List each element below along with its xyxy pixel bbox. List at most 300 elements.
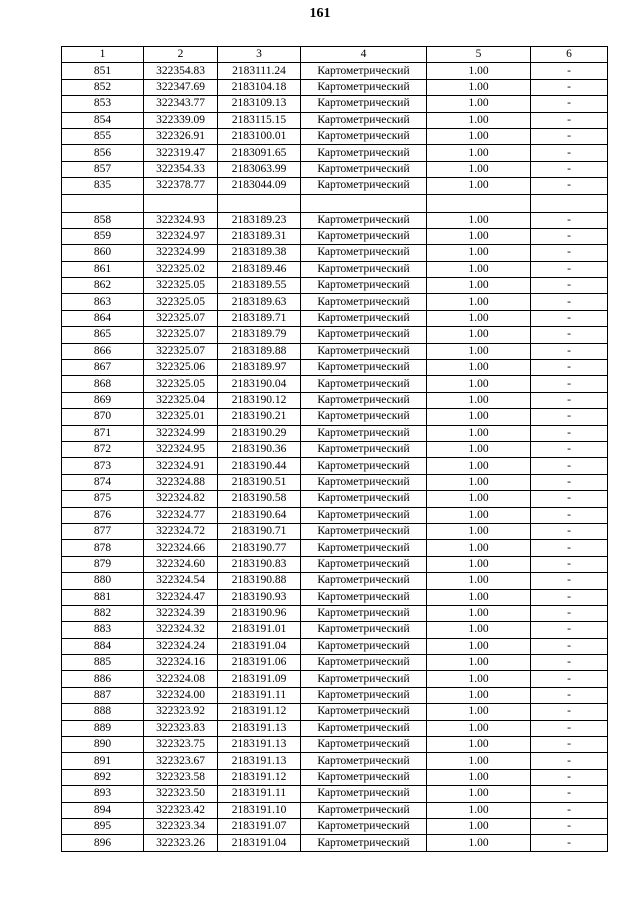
- accuracy-cell: 1.00: [427, 491, 531, 507]
- method-cell: Картометрический: [301, 409, 427, 425]
- point-number-cell: 871: [62, 425, 144, 441]
- table-row: [62, 556, 608, 572]
- x-coordinate-cell: 322319.47: [144, 145, 218, 161]
- point-number-cell: 861: [62, 261, 144, 277]
- method-cell: Картометрический: [301, 556, 427, 572]
- y-coordinate-cell: 2183191.12: [218, 704, 301, 720]
- note-cell: -: [531, 376, 608, 392]
- y-coordinate-cell: 2183191.01: [218, 622, 301, 638]
- table-row: [62, 441, 608, 457]
- y-coordinate-cell: 2183190.51: [218, 474, 301, 490]
- table-row: [62, 245, 608, 261]
- table-row: [62, 786, 608, 802]
- method-cell: Картометрический: [301, 79, 427, 95]
- y-coordinate-cell: 2183190.36: [218, 441, 301, 457]
- note-cell: -: [531, 540, 608, 556]
- table-row: [62, 278, 608, 294]
- point-number-cell: 892: [62, 769, 144, 785]
- y-coordinate-cell: 2183190.71: [218, 523, 301, 539]
- note-cell: -: [531, 161, 608, 177]
- y-coordinate-cell: 2183063.99: [218, 161, 301, 177]
- point-number-cell: 882: [62, 605, 144, 621]
- point-number-cell: 885: [62, 655, 144, 671]
- table-row: [62, 228, 608, 244]
- accuracy-cell: 1.00: [427, 441, 531, 457]
- point-number-cell: 873: [62, 458, 144, 474]
- accuracy-cell: 1.00: [427, 622, 531, 638]
- x-coordinate-cell: 322343.77: [144, 96, 218, 112]
- point-number-cell: 894: [62, 802, 144, 818]
- note-cell: -: [531, 737, 608, 753]
- accuracy-cell: 1.00: [427, 212, 531, 228]
- accuracy-cell: 1.00: [427, 327, 531, 343]
- accuracy-cell: 1.00: [427, 112, 531, 128]
- method-cell: Картометрический: [301, 720, 427, 736]
- method-cell: Картометрический: [301, 523, 427, 539]
- accuracy-cell: 1.00: [427, 145, 531, 161]
- y-coordinate-cell: 2183189.31: [218, 228, 301, 244]
- method-cell: Картометрический: [301, 507, 427, 523]
- x-coordinate-cell: 322323.42: [144, 802, 218, 818]
- x-coordinate-cell: 322323.67: [144, 753, 218, 769]
- y-coordinate-cell: 2183190.77: [218, 540, 301, 556]
- method-cell: Картометрический: [301, 655, 427, 671]
- x-coordinate-cell: 322325.01: [144, 409, 218, 425]
- x-coordinate-cell: 322325.02: [144, 261, 218, 277]
- accuracy-cell: 1.00: [427, 655, 531, 671]
- y-coordinate-cell: 2183189.88: [218, 343, 301, 359]
- table-row: [62, 261, 608, 277]
- note-cell: -: [531, 458, 608, 474]
- note-cell: [531, 194, 608, 212]
- y-coordinate-cell: 2183189.97: [218, 360, 301, 376]
- x-coordinate-cell: 322324.00: [144, 687, 218, 703]
- table-row: [62, 458, 608, 474]
- accuracy-cell: 1.00: [427, 835, 531, 851]
- table-separator-row: [62, 194, 608, 212]
- note-cell: -: [531, 96, 608, 112]
- y-coordinate-cell: 2183190.88: [218, 573, 301, 589]
- x-coordinate-cell: 322324.16: [144, 655, 218, 671]
- point-number-cell: 874: [62, 474, 144, 490]
- note-cell: -: [531, 425, 608, 441]
- note-cell: -: [531, 261, 608, 277]
- table-row: [62, 392, 608, 408]
- accuracy-cell: 1.00: [427, 753, 531, 769]
- x-coordinate-cell: 322324.54: [144, 573, 218, 589]
- coordinates-table: [61, 46, 608, 852]
- x-coordinate-cell: 322324.66: [144, 540, 218, 556]
- x-coordinate-cell: 322325.05: [144, 278, 218, 294]
- table-row: [62, 507, 608, 523]
- x-coordinate-cell: 322323.83: [144, 720, 218, 736]
- point-number-cell: 867: [62, 360, 144, 376]
- table-row: [62, 802, 608, 818]
- table-row: [62, 638, 608, 654]
- note-cell: -: [531, 671, 608, 687]
- accuracy-cell: [427, 194, 531, 212]
- y-coordinate-cell: 2183191.13: [218, 720, 301, 736]
- method-cell: [301, 194, 427, 212]
- x-coordinate-cell: 322325.05: [144, 376, 218, 392]
- method-cell: Картометрический: [301, 212, 427, 228]
- y-coordinate-cell: 2183104.18: [218, 79, 301, 95]
- accuracy-cell: 1.00: [427, 687, 531, 703]
- point-number-cell: 877: [62, 523, 144, 539]
- y-coordinate-cell: 2183115.15: [218, 112, 301, 128]
- table-row: [62, 622, 608, 638]
- table-row: [62, 360, 608, 376]
- x-coordinate-cell: 322347.69: [144, 79, 218, 95]
- note-cell: -: [531, 310, 608, 326]
- method-cell: Картометрический: [301, 178, 427, 194]
- point-number-cell: 883: [62, 622, 144, 638]
- method-cell: Картометрический: [301, 835, 427, 851]
- method-cell: Картометрический: [301, 474, 427, 490]
- accuracy-cell: 1.00: [427, 409, 531, 425]
- table-row: [62, 671, 608, 687]
- x-coordinate-cell: 322325.05: [144, 294, 218, 310]
- method-cell: Картометрический: [301, 737, 427, 753]
- y-coordinate-cell: 2183091.65: [218, 145, 301, 161]
- note-cell: -: [531, 704, 608, 720]
- point-number-cell: 862: [62, 278, 144, 294]
- y-coordinate-cell: 2183190.83: [218, 556, 301, 572]
- point-number-cell: 872: [62, 441, 144, 457]
- method-cell: Картометрический: [301, 161, 427, 177]
- table-row: [62, 523, 608, 539]
- y-coordinate-cell: 2183100.01: [218, 128, 301, 144]
- y-coordinate-cell: 2183190.04: [218, 376, 301, 392]
- table-row: [62, 212, 608, 228]
- y-coordinate-cell: 2183191.07: [218, 818, 301, 834]
- x-coordinate-cell: 322323.34: [144, 818, 218, 834]
- note-cell: -: [531, 178, 608, 194]
- y-coordinate-cell: 2183191.04: [218, 638, 301, 654]
- method-cell: Картометрический: [301, 278, 427, 294]
- method-cell: Картометрический: [301, 327, 427, 343]
- point-number-cell: 853: [62, 96, 144, 112]
- method-cell: Картометрический: [301, 589, 427, 605]
- method-cell: Картометрический: [301, 818, 427, 834]
- y-coordinate-cell: 2183189.55: [218, 278, 301, 294]
- point-number-cell: 893: [62, 786, 144, 802]
- table-row: [62, 425, 608, 441]
- table-row: [62, 343, 608, 359]
- table-row: [62, 112, 608, 128]
- x-coordinate-cell: 322324.91: [144, 458, 218, 474]
- note-cell: -: [531, 63, 608, 79]
- x-coordinate-cell: 322325.07: [144, 310, 218, 326]
- accuracy-cell: 1.00: [427, 474, 531, 490]
- note-cell: -: [531, 145, 608, 161]
- y-coordinate-cell: 2183189.38: [218, 245, 301, 261]
- y-coordinate-cell: 2183191.13: [218, 753, 301, 769]
- method-cell: Картометрический: [301, 376, 427, 392]
- column-header: 4: [301, 47, 427, 63]
- accuracy-cell: 1.00: [427, 818, 531, 834]
- table-row: [62, 720, 608, 736]
- note-cell: -: [531, 409, 608, 425]
- y-coordinate-cell: 2183109.13: [218, 96, 301, 112]
- x-coordinate-cell: 322324.08: [144, 671, 218, 687]
- note-cell: -: [531, 112, 608, 128]
- y-coordinate-cell: 2183191.12: [218, 769, 301, 785]
- y-coordinate-cell: 2183190.12: [218, 392, 301, 408]
- note-cell: -: [531, 392, 608, 408]
- accuracy-cell: 1.00: [427, 671, 531, 687]
- accuracy-cell: 1.00: [427, 425, 531, 441]
- note-cell: -: [531, 327, 608, 343]
- accuracy-cell: 1.00: [427, 802, 531, 818]
- y-coordinate-cell: 2183189.71: [218, 310, 301, 326]
- point-number-cell: 866: [62, 343, 144, 359]
- accuracy-cell: 1.00: [427, 523, 531, 539]
- y-coordinate-cell: 2183190.29: [218, 425, 301, 441]
- method-cell: Картометрический: [301, 622, 427, 638]
- table-row: [62, 63, 608, 79]
- method-cell: Картометрический: [301, 425, 427, 441]
- page-number: 161: [309, 6, 331, 21]
- accuracy-cell: 1.00: [427, 589, 531, 605]
- point-number-cell: 886: [62, 671, 144, 687]
- x-coordinate-cell: 322354.33: [144, 161, 218, 177]
- note-cell: -: [531, 720, 608, 736]
- y-coordinate-cell: 2183191.04: [218, 835, 301, 851]
- method-cell: Картометрический: [301, 753, 427, 769]
- note-cell: -: [531, 79, 608, 95]
- accuracy-cell: 1.00: [427, 638, 531, 654]
- point-number-cell: 880: [62, 573, 144, 589]
- point-number-cell: 888: [62, 704, 144, 720]
- x-coordinate-cell: 322324.99: [144, 425, 218, 441]
- method-cell: Картометрический: [301, 128, 427, 144]
- method-cell: Картометрический: [301, 145, 427, 161]
- accuracy-cell: 1.00: [427, 178, 531, 194]
- point-number-cell: 851: [62, 63, 144, 79]
- y-coordinate-cell: 2183191.13: [218, 737, 301, 753]
- y-coordinate-cell: 2183191.11: [218, 687, 301, 703]
- table-row: [62, 835, 608, 851]
- point-number-cell: 875: [62, 491, 144, 507]
- x-coordinate-cell: 322324.88: [144, 474, 218, 490]
- table-header-row: [62, 47, 608, 63]
- x-coordinate-cell: 322378.77: [144, 178, 218, 194]
- accuracy-cell: 1.00: [427, 540, 531, 556]
- note-cell: -: [531, 605, 608, 621]
- point-number-cell: [62, 194, 144, 212]
- x-coordinate-cell: 322324.24: [144, 638, 218, 654]
- table-row: [62, 376, 608, 392]
- y-coordinate-cell: 2183191.11: [218, 786, 301, 802]
- y-coordinate-cell: 2183190.96: [218, 605, 301, 621]
- accuracy-cell: 1.00: [427, 605, 531, 621]
- note-cell: -: [531, 622, 608, 638]
- y-coordinate-cell: 2183189.46: [218, 261, 301, 277]
- method-cell: Картометрический: [301, 228, 427, 244]
- note-cell: -: [531, 786, 608, 802]
- note-cell: -: [531, 687, 608, 703]
- note-cell: -: [531, 360, 608, 376]
- method-cell: Картометрический: [301, 112, 427, 128]
- x-coordinate-cell: [144, 194, 218, 212]
- method-cell: Картометрический: [301, 441, 427, 457]
- x-coordinate-cell: 322325.07: [144, 343, 218, 359]
- table-row: [62, 178, 608, 194]
- note-cell: -: [531, 278, 608, 294]
- note-cell: -: [531, 802, 608, 818]
- note-cell: -: [531, 573, 608, 589]
- x-coordinate-cell: 322324.32: [144, 622, 218, 638]
- y-coordinate-cell: 2183189.63: [218, 294, 301, 310]
- note-cell: -: [531, 474, 608, 490]
- y-coordinate-cell: 2183189.79: [218, 327, 301, 343]
- method-cell: Картометрический: [301, 491, 427, 507]
- method-cell: Картометрический: [301, 458, 427, 474]
- table-row: [62, 753, 608, 769]
- note-cell: -: [531, 523, 608, 539]
- note-cell: -: [531, 556, 608, 572]
- accuracy-cell: 1.00: [427, 392, 531, 408]
- table-row: [62, 655, 608, 671]
- accuracy-cell: 1.00: [427, 573, 531, 589]
- note-cell: -: [531, 753, 608, 769]
- note-cell: -: [531, 507, 608, 523]
- x-coordinate-cell: 322324.99: [144, 245, 218, 261]
- column-header: 5: [427, 47, 531, 63]
- method-cell: Картометрический: [301, 63, 427, 79]
- point-number-cell: 876: [62, 507, 144, 523]
- accuracy-cell: 1.00: [427, 786, 531, 802]
- table-row: [62, 491, 608, 507]
- table-row: [62, 573, 608, 589]
- method-cell: Картометрический: [301, 704, 427, 720]
- x-coordinate-cell: 322324.72: [144, 523, 218, 539]
- method-cell: Картометрический: [301, 605, 427, 621]
- accuracy-cell: 1.00: [427, 769, 531, 785]
- note-cell: -: [531, 491, 608, 507]
- method-cell: Картометрический: [301, 786, 427, 802]
- column-header: 6: [531, 47, 608, 63]
- column-header: 2: [144, 47, 218, 63]
- point-number-cell: 870: [62, 409, 144, 425]
- method-cell: Картометрический: [301, 245, 427, 261]
- table-row: [62, 145, 608, 161]
- table-row: [62, 79, 608, 95]
- table-row: [62, 294, 608, 310]
- x-coordinate-cell: 322324.39: [144, 605, 218, 621]
- x-coordinate-cell: 322323.58: [144, 769, 218, 785]
- method-cell: Картометрический: [301, 392, 427, 408]
- point-number-cell: 855: [62, 128, 144, 144]
- table-row: [62, 409, 608, 425]
- accuracy-cell: 1.00: [427, 310, 531, 326]
- method-cell: Картометрический: [301, 360, 427, 376]
- point-number-cell: 865: [62, 327, 144, 343]
- x-coordinate-cell: 322325.07: [144, 327, 218, 343]
- point-number-cell: 891: [62, 753, 144, 769]
- point-number-cell: 884: [62, 638, 144, 654]
- table-row: [62, 818, 608, 834]
- method-cell: Картометрический: [301, 343, 427, 359]
- accuracy-cell: 1.00: [427, 294, 531, 310]
- method-cell: Картометрический: [301, 671, 427, 687]
- x-coordinate-cell: 322326.91: [144, 128, 218, 144]
- accuracy-cell: 1.00: [427, 458, 531, 474]
- accuracy-cell: 1.00: [427, 720, 531, 736]
- note-cell: -: [531, 441, 608, 457]
- table-row: [62, 704, 608, 720]
- x-coordinate-cell: 322324.77: [144, 507, 218, 523]
- note-cell: -: [531, 818, 608, 834]
- accuracy-cell: 1.00: [427, 704, 531, 720]
- accuracy-cell: 1.00: [427, 343, 531, 359]
- accuracy-cell: 1.00: [427, 556, 531, 572]
- y-coordinate-cell: 2183191.09: [218, 671, 301, 687]
- accuracy-cell: 1.00: [427, 261, 531, 277]
- method-cell: Картометрический: [301, 573, 427, 589]
- point-number-cell: 878: [62, 540, 144, 556]
- table-row: [62, 327, 608, 343]
- y-coordinate-cell: 2183190.64: [218, 507, 301, 523]
- table-row: [62, 737, 608, 753]
- accuracy-cell: 1.00: [427, 63, 531, 79]
- x-coordinate-cell: 322323.26: [144, 835, 218, 851]
- note-cell: -: [531, 294, 608, 310]
- accuracy-cell: 1.00: [427, 228, 531, 244]
- point-number-cell: 864: [62, 310, 144, 326]
- method-cell: Картометрический: [301, 294, 427, 310]
- point-number-cell: 859: [62, 228, 144, 244]
- point-number-cell: 895: [62, 818, 144, 834]
- x-coordinate-cell: 322324.60: [144, 556, 218, 572]
- accuracy-cell: 1.00: [427, 128, 531, 144]
- note-cell: -: [531, 769, 608, 785]
- coordinates-table-body: [62, 47, 608, 852]
- accuracy-cell: 1.00: [427, 278, 531, 294]
- note-cell: -: [531, 343, 608, 359]
- point-number-cell: 856: [62, 145, 144, 161]
- note-cell: -: [531, 589, 608, 605]
- point-number-cell: 860: [62, 245, 144, 261]
- x-coordinate-cell: 322323.75: [144, 737, 218, 753]
- table-row: [62, 589, 608, 605]
- table-row: [62, 474, 608, 490]
- table-row: [62, 605, 608, 621]
- note-cell: -: [531, 212, 608, 228]
- x-coordinate-cell: 322323.50: [144, 786, 218, 802]
- table-row: [62, 96, 608, 112]
- point-number-cell: 869: [62, 392, 144, 408]
- table-row: [62, 687, 608, 703]
- point-number-cell: 857: [62, 161, 144, 177]
- method-cell: Картометрический: [301, 310, 427, 326]
- accuracy-cell: 1.00: [427, 376, 531, 392]
- accuracy-cell: 1.00: [427, 96, 531, 112]
- y-coordinate-cell: 2183190.58: [218, 491, 301, 507]
- x-coordinate-cell: 322324.93: [144, 212, 218, 228]
- note-cell: -: [531, 655, 608, 671]
- accuracy-cell: 1.00: [427, 507, 531, 523]
- note-cell: -: [531, 638, 608, 654]
- point-number-cell: 835: [62, 178, 144, 194]
- y-coordinate-cell: 2183190.44: [218, 458, 301, 474]
- point-number-cell: 852: [62, 79, 144, 95]
- table-row: [62, 310, 608, 326]
- y-coordinate-cell: 2183044.09: [218, 178, 301, 194]
- y-coordinate-cell: 2183111.24: [218, 63, 301, 79]
- method-cell: Картометрический: [301, 96, 427, 112]
